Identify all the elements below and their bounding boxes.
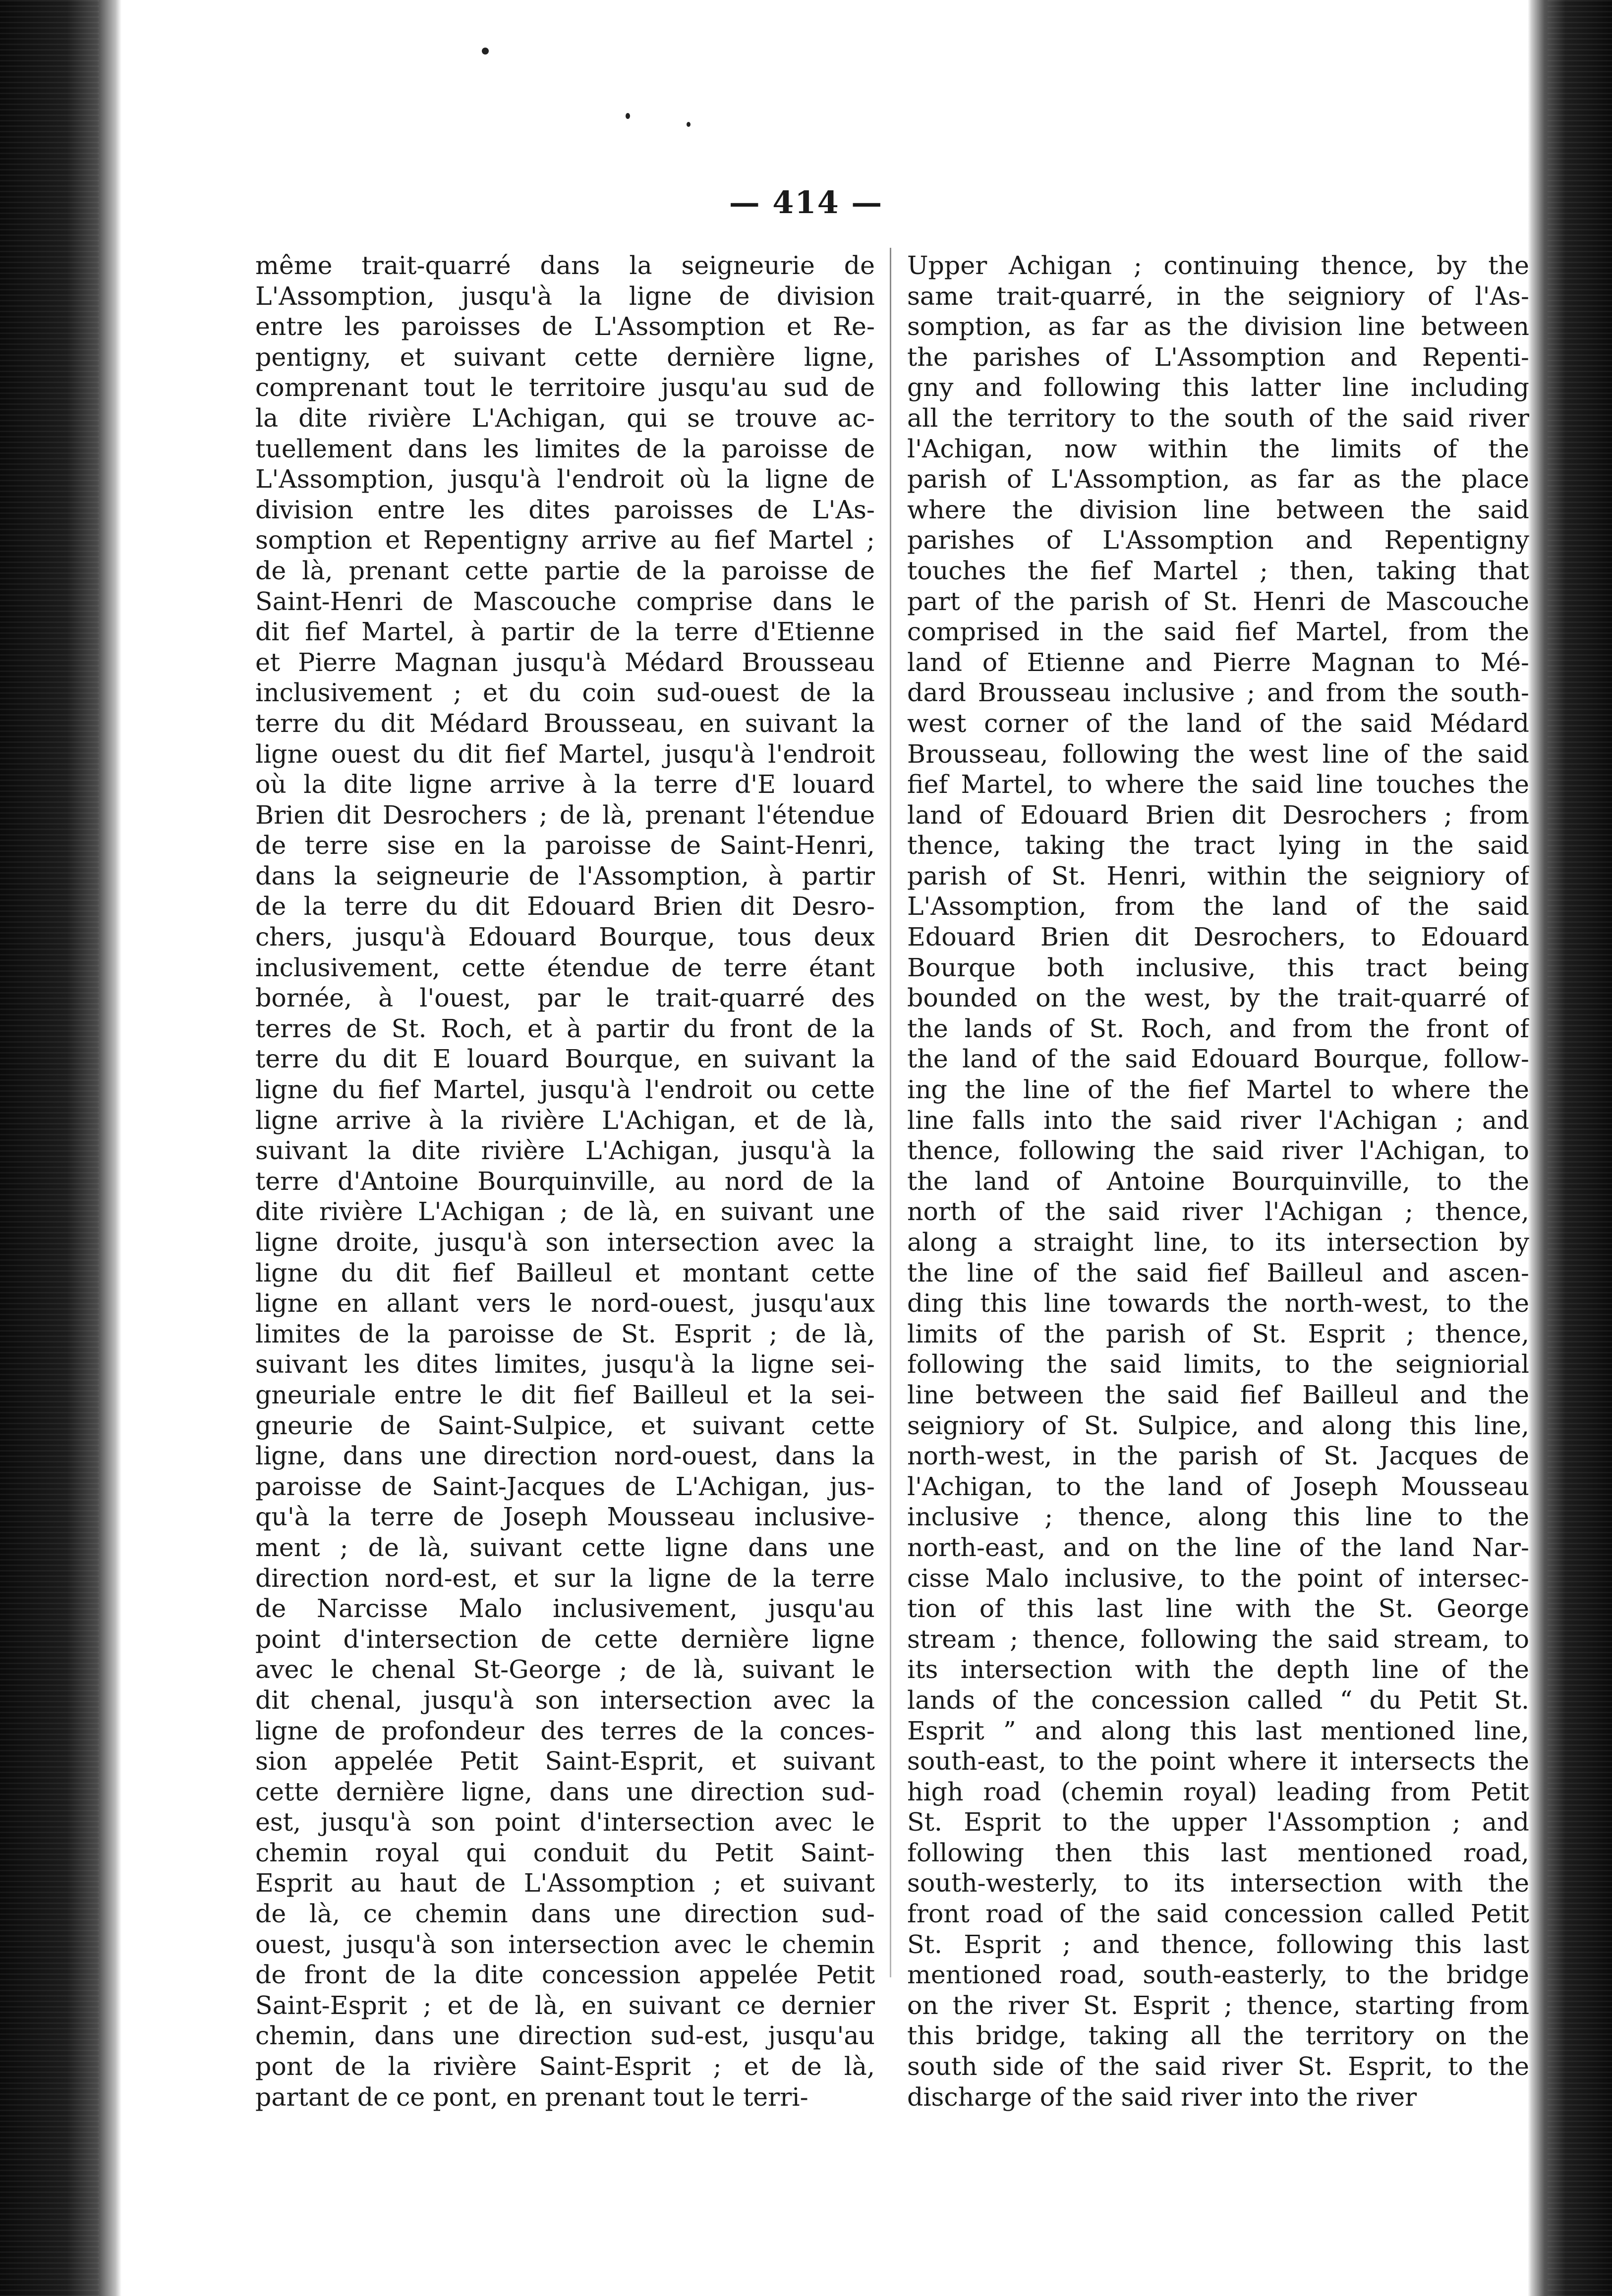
column-divider xyxy=(890,248,891,1977)
english-text-line: l'Achigan, to the land of Joseph Mousseau xyxy=(907,1471,1529,1501)
french-text-line: la dite rivière L'Achigan, qui se trouve ac- xyxy=(255,403,875,433)
english-text-line: west corner of the land of the said Médard xyxy=(907,708,1529,738)
english-text-line: tion of this last line with the St. George xyxy=(907,1594,1529,1624)
english-text-line: somption, as far as the division line between xyxy=(907,312,1529,341)
french-text-line: chemin, dans une direction sud-est, jusqu'au xyxy=(255,2021,875,2051)
french-text-line: même trait-quarré dans la seigneurie de xyxy=(255,251,875,280)
french-text-line: de terre sise en la paroisse de Saint-Henri, xyxy=(255,831,875,860)
french-text-line: sion appelée Petit Saint-Esprit, et suivant xyxy=(255,1746,875,1776)
english-text-line: touches the fief Martel ; then, taking that xyxy=(907,556,1529,585)
french-text-line: terre du dit E louard Bourque, en suivant la xyxy=(255,1044,875,1074)
english-text-line: north of the said river l'Achigan ; thence, xyxy=(907,1197,1529,1227)
french-text-line: gneuriale entre le dit fief Bailleul et la sei- xyxy=(255,1380,875,1409)
french-text-line: terres de St. Roch, et à partir du front de la xyxy=(255,1013,875,1043)
english-text-line: Esprit ” and along this last mentioned line, xyxy=(907,1716,1529,1745)
french-text-line: Saint-Esprit ; et de là, en suivant ce dernier xyxy=(255,1990,875,2020)
french-text-line: partant de ce pont, en prenant tout le terri- xyxy=(255,2082,808,2112)
french-text-line: comprenant tout le territoire jusqu'au sud de xyxy=(255,373,875,402)
english-text-line: l'Achigan, now within the limits of the xyxy=(907,434,1529,463)
french-text-line: Brien dit Desrochers ; de là, prenant l'étendue xyxy=(255,800,875,830)
french-text-line: dit fief Martel, à partir de la terre d'Etienne xyxy=(255,617,875,647)
french-text-line: ligne droite, jusqu'à son intersection avec la xyxy=(255,1228,875,1257)
french-text-line: dite rivière L'Achigan ; de là, en suivant une xyxy=(255,1197,875,1227)
english-text-line: inclusive ; thence, along this line to the xyxy=(907,1502,1529,1532)
english-text-line: along a straight line, to its intersection by xyxy=(907,1228,1529,1257)
english-text-line: the parishes of L'Assomption and Repenti- xyxy=(907,342,1529,372)
english-text-line: following the said limits, to the seigniorial xyxy=(907,1349,1529,1379)
english-text-line: its intersection with the depth line of the xyxy=(907,1655,1529,1684)
french-text-line: qu'à la terre de Joseph Mousseau inclusive- xyxy=(255,1502,875,1532)
english-text-line: south-westerly, to its intersection with the xyxy=(907,1868,1529,1898)
english-text-line: thence, taking the tract lying in the said xyxy=(907,831,1529,860)
english-text-line: seigniory of St. Sulpice, and along this line, xyxy=(907,1410,1529,1440)
french-text-line: de là, prenant cette partie de la paroisse de xyxy=(255,556,875,585)
french-text-line: ligne arrive à la rivière L'Achigan, et de là, xyxy=(255,1105,875,1135)
english-text-line: north-east, and on the line of the land Nar- xyxy=(907,1532,1529,1562)
english-text-line: the line of the said fief Bailleul and ascen- xyxy=(907,1258,1529,1288)
french-text-line: Esprit au haut de L'Assomption ; et suivant xyxy=(255,1868,875,1898)
french-text-line: L'Assomption, jusqu'à l'endroit où la ligne de xyxy=(255,464,875,494)
english-text-line: parishes of L'Assomption and Repentigny xyxy=(907,525,1529,555)
french-text-line: L'Assomption, jusqu'à la ligne de division xyxy=(255,281,875,311)
french-text-line: tuellement dans les limites de la paroisse de xyxy=(255,434,875,463)
french-text-line: suivant la dite rivière L'Achigan, jusqu'à la xyxy=(255,1136,875,1166)
english-text-line: Brousseau, following the west line of the said xyxy=(907,739,1529,769)
french-text-line: de la terre du dit Edouard Brien dit Desro- xyxy=(255,892,875,921)
french-text-line: ligne du fief Martel, jusqu'à l'endroit ou cette xyxy=(255,1075,875,1105)
english-text-line: limits of the parish of St. Esprit ; thence, xyxy=(907,1319,1529,1348)
scan-edge-right-texture xyxy=(1548,0,1612,2296)
english-text-line: following then this last mentioned road, xyxy=(907,1838,1529,1867)
french-text-line: suivant les dites limites, jusqu'à la ligne sei- xyxy=(255,1349,875,1379)
french-text-line: dit chenal, jusqu'à son intersection avec la xyxy=(255,1685,875,1715)
english-text-line: line between the said fief Bailleul and the xyxy=(907,1380,1529,1409)
french-text-line: somption et Repentigny arrive au fief Martel ; xyxy=(255,525,875,555)
english-text-line: gny and following this latter line including xyxy=(907,373,1529,402)
french-text-line: ligne ouest du dit fief Martel, jusqu'à l'endroit xyxy=(255,739,875,769)
english-text-line: line falls into the said river l'Achigan ; and xyxy=(907,1105,1529,1135)
french-text-line: entre les paroisses de L'Assomption et Re- xyxy=(255,312,875,341)
french-text-line: chers, jusqu'à Edouard Bourque, tous deux xyxy=(255,922,875,952)
french-text-line: inclusivement, cette étendue de terre étant xyxy=(255,952,875,982)
english-text-line: discharge of the said river into the river xyxy=(907,2082,1417,2112)
french-text-line: ligne, dans une direction nord-ouest, dans la xyxy=(255,1441,875,1471)
english-text-line: the land of the said Edouard Bourque, follow- xyxy=(907,1044,1529,1074)
english-text-line: where the division line between the said xyxy=(907,495,1529,524)
english-text-line: ing the line of the fief Martel to where the xyxy=(907,1075,1529,1105)
french-text-line: de front de la dite concession appelée Petit xyxy=(255,1960,875,1990)
english-text-line: St. Esprit to the upper l'Assomption ; and xyxy=(907,1807,1529,1837)
english-text-line: thence, following the said river l'Achigan, to xyxy=(907,1136,1529,1166)
scan-edge-left-texture xyxy=(0,0,99,2296)
french-text-line: dans la seigneurie de l'Assomption, à partir xyxy=(255,861,875,891)
english-text-line: dard Brousseau inclusive ; and from the south- xyxy=(907,678,1529,708)
english-text-line: part of the parish of St. Henri de Mascouche xyxy=(907,586,1529,616)
english-text-line: Bourque both inclusive, this tract being xyxy=(907,952,1529,982)
french-text-line: Saint-Henri de Mascouche comprise dans le xyxy=(255,586,875,616)
english-text-line: Edouard Brien dit Desrochers, to Edouard xyxy=(907,922,1529,952)
english-text-line: ding this line towards the north-west, to the xyxy=(907,1288,1529,1318)
french-text-line: direction nord-est, et sur la ligne de la terre xyxy=(255,1563,875,1593)
english-column xyxy=(907,250,1529,2112)
french-text-line: de là, ce chemin dans une direction sud- xyxy=(255,1899,875,1929)
french-text-line: point d'intersection de cette dernière ligne xyxy=(255,1624,875,1654)
english-text-line: front road of the said concession called Petit xyxy=(907,1899,1529,1929)
french-text-line: bornée, à l'ouest, par le trait-quarré des xyxy=(255,983,875,1013)
french-text-line: ment ; de là, suivant cette ligne dans une xyxy=(255,1532,875,1562)
english-text-line: Upper Achigan ; continuing thence, by the xyxy=(907,251,1529,280)
scan-speck xyxy=(687,122,691,127)
french-text-line: pont de la rivière Saint-Esprit ; et de là, xyxy=(255,2052,875,2081)
english-text-line: on the river St. Esprit ; thence, starting from xyxy=(907,1990,1529,2020)
french-text-line: avec le chenal St-George ; de là, suivant le xyxy=(255,1655,875,1684)
scan-speck xyxy=(482,48,489,55)
french-text-line: paroisse de Saint-Jacques de L'Achigan, jus- xyxy=(255,1471,875,1501)
english-text-line: all the territory to the south of the said river xyxy=(907,403,1529,433)
english-text-line: the land of Antoine Bourquinville, to the xyxy=(907,1166,1529,1196)
english-text-line: lands of the concession called “ du Petit St. xyxy=(907,1685,1529,1715)
french-text-line: limites de la paroisse de St. Esprit ; de là, xyxy=(255,1319,875,1348)
french-text-line: ligne du dit fief Bailleul et montant cette xyxy=(255,1258,875,1288)
french-text-line: pentigny, et suivant cette dernière ligne, xyxy=(255,342,875,372)
english-text-line: cisse Malo inclusive, to the point of intersec- xyxy=(907,1563,1529,1593)
english-text-line: land of Edouard Brien dit Desrochers ; from xyxy=(907,800,1529,830)
french-text-line: ligne en allant vers le nord-ouest, jusqu'aux xyxy=(255,1288,875,1318)
english-text-line: St. Esprit ; and thence, following this last xyxy=(907,1929,1529,1959)
english-text-line: south side of the said river St. Esprit, to the xyxy=(907,2052,1529,2081)
english-text-line: comprised in the said fief Martel, from the xyxy=(907,617,1529,647)
english-text-line: this bridge, taking all the territory on the xyxy=(907,2021,1529,2051)
french-text-line: et Pierre Magnan jusqu'à Médard Brousseau xyxy=(255,647,875,677)
english-text-line: north-west, in the parish of St. Jacques de xyxy=(907,1441,1529,1471)
english-text-line: mentioned road, south-easterly, to the bridge xyxy=(907,1960,1529,1990)
english-text-line: high road (chemin royal) leading from Petit xyxy=(907,1777,1529,1806)
french-text-line: ouest, jusqu'à son intersection avec le chemin xyxy=(255,1929,875,1959)
english-text-line: L'Assomption, from the land of the said xyxy=(907,892,1529,921)
english-text-line: parish of L'Assomption, as far as the place xyxy=(907,464,1529,494)
french-text-line: division entre les dites paroisses de L'As- xyxy=(255,495,875,524)
french-text-line: est, jusqu'à son point d'intersection avec le xyxy=(255,1807,875,1837)
french-text-line: de Narcisse Malo inclusivement, jusqu'au xyxy=(255,1594,875,1624)
english-text-line: same trait-quarré, in the seigniory of l'As- xyxy=(907,281,1529,311)
english-text-line: south-east, to the point where it intersects the xyxy=(907,1746,1529,1776)
english-text-line: parish of St. Henri, within the seigniory of xyxy=(907,861,1529,891)
french-text-line: gneurie de Saint-Sulpice, et suivant cette xyxy=(255,1410,875,1440)
page-number: — 414 — xyxy=(729,184,883,221)
french-text-line: chemin royal qui conduit du Petit Saint- xyxy=(255,1838,875,1867)
french-text-line: terre d'Antoine Bourquinville, au nord de la xyxy=(255,1166,875,1196)
english-text-line: bounded on the west, by the trait-quarré of xyxy=(907,983,1529,1013)
french-column xyxy=(255,250,875,2112)
french-text-line: terre du dit Médard Brousseau, en suivant la xyxy=(255,708,875,738)
french-text-line: cette dernière ligne, dans une direction sud- xyxy=(255,1777,875,1806)
english-text-line: the lands of St. Roch, and from the front of xyxy=(907,1013,1529,1043)
english-text-line: land of Etienne and Pierre Magnan to Mé- xyxy=(907,647,1529,677)
english-text-line: stream ; thence, following the said stream, to xyxy=(907,1624,1529,1654)
scan-speck xyxy=(626,113,630,119)
french-text-line: ligne de profondeur des terres de la conces- xyxy=(255,1716,875,1745)
french-text-line: inclusivement ; et du coin sud-ouest de la xyxy=(255,678,875,708)
french-text-line: où la dite ligne arrive à la terre d'E louard xyxy=(255,770,875,799)
english-text-line: fief Martel, to where the said line touches the xyxy=(907,770,1529,799)
